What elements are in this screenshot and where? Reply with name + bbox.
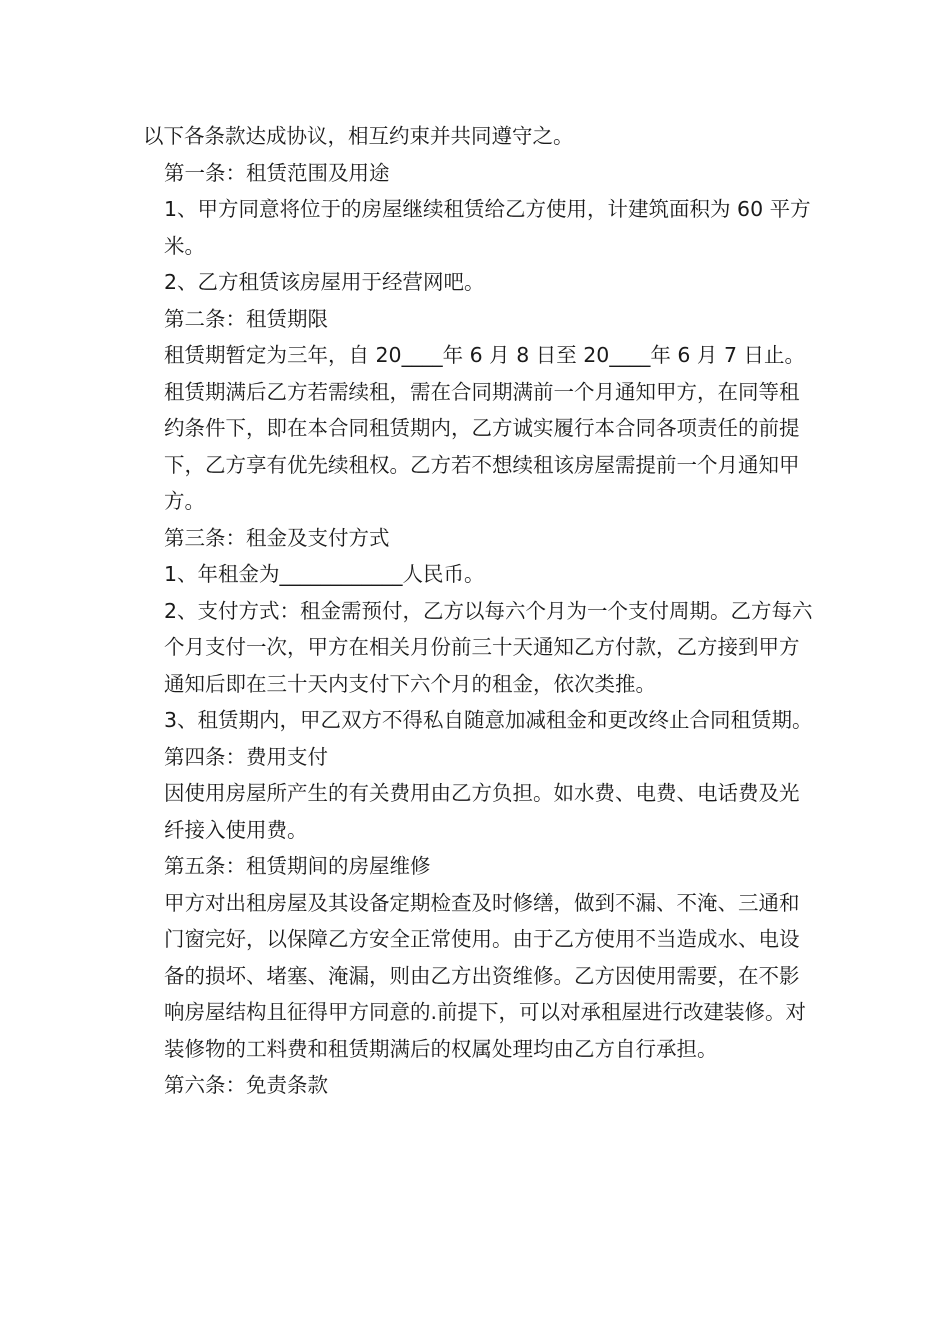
article-3-heading: 第三条：租金及支付方式 xyxy=(164,525,390,550)
article-2-heading: 第二条：租赁期限 xyxy=(164,306,328,331)
article-3-clause-3: 3、租赁期内，甲乙双方不得私自随意加减租金和更改终止合同租赁期。 xyxy=(164,708,813,732)
article-3-clause-1: 1、年租金为____________人民币。 xyxy=(164,562,485,586)
article-4-body: 因使用房屋所产生的有关费用由乙方负担。如水费、电费、电话费及光纤接入使用费。 xyxy=(164,781,800,842)
article-1-heading: 第一条：租赁范围及用途 xyxy=(164,160,390,185)
article-3-clause-2: 2、支付方式：租金需预付，乙方以每六个月为一个支付周期。乙方每六个月支付一次，甲方在相关月份前三十天通知乙方付款，乙方接到甲方通知后即在三十天内支付下六个月的租金，依次类推。 xyxy=(164,598,813,696)
article-6-heading: 第六条：免责条款 xyxy=(164,1073,328,1097)
article-1-clause-2: 2、乙方租赁该房屋用于经营网吧。 xyxy=(164,270,485,294)
article-4-heading: 第四条：费用支付 xyxy=(164,744,328,769)
paragraph-intro-tail: 以下各条款达成协议，相互约束并共同遵守之。 xyxy=(143,124,574,148)
article-5-heading: 第五条：租赁期间的房屋维修 xyxy=(164,854,431,878)
article-5-body: 甲方对出租房屋及其设备定期检查及时修缮，做到不漏、不淹、三通和门窗完好，以保障乙方安全正常使用。由于乙方使用不当造成水、电设备的损坏、堵塞、淹漏，则由乙方出资维修。乙方因使用需要，在不影响房屋结构且征得甲方同意的.前提下，可以对承租屋进行改建装修。对装修物的工料费和租赁期满后的权属处理均由乙方自行承担。 xyxy=(164,890,807,1061)
document-body xyxy=(143,118,813,1104)
article-2-body: 租赁期暂定为三年，自 20____年 6 月 8 日至 20____年 6 月 7 日止。租赁期满后乙方若需续租，需在合同期满前一个月通知甲方，在同等租约条件下，即在本合同租赁期内，乙方诚实履行本合同各项责任的前提下，乙方享有优先续租权。乙方若不想续租该房屋需提前一个月通知甲方。 xyxy=(164,343,806,513)
article-1-clause-1: 1、甲方同意将位于的房屋继续租赁给乙方使用，计建筑面积为 60 平方米。 xyxy=(164,197,811,258)
